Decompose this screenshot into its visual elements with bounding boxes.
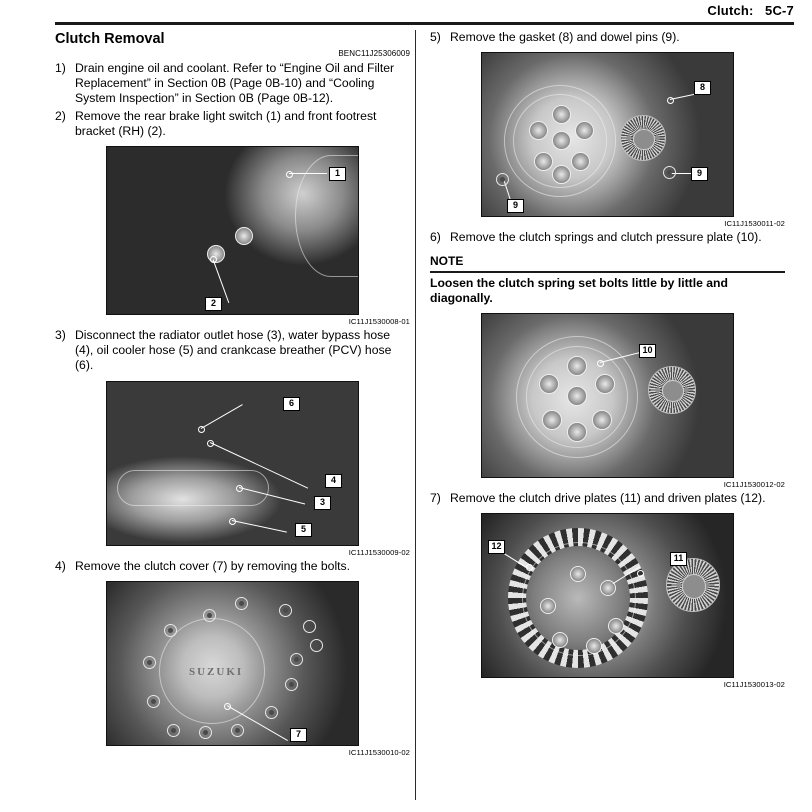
step-number: 7) [430,491,441,506]
callout-9: 9 [507,199,524,213]
photo-shape [117,470,269,506]
callout-anchor [210,256,217,263]
step-text: Remove the clutch cover (7) by removing the bolts. [75,558,351,573]
step-number: 1) [55,61,66,75]
gear-shape [648,366,696,414]
bolt-ring [199,726,212,739]
callout-4: 4 [325,474,342,488]
pressure-plate-photo [481,313,734,478]
plate-outline [522,542,636,656]
bolt-ring [164,624,177,637]
callout-anchor [207,440,214,447]
engine-logo-text: SUZUKI [189,665,244,678]
step-text: Remove the clutch drive plates (11) and driven plates (12). [450,491,766,506]
callout-6: 6 [283,397,300,411]
step-number: 5) [430,30,441,44]
step-number: 6) [430,230,441,245]
callout-9: 9 [691,167,708,181]
step-item [55,109,410,139]
figure-caption: IC11J1530011-02 [724,219,785,229]
bolt-ring [285,678,298,691]
gear-shape [620,115,666,161]
bolt-ring [265,706,278,719]
bolt-ring [147,695,160,708]
bolt-ring [203,609,216,622]
callout-10: 10 [639,344,656,358]
step-number: 3) [55,328,66,343]
callout-anchor [286,171,293,178]
figure-caption: IC11J1530009-02 [348,547,410,557]
step-item [55,328,410,374]
footrest-bracket-photo [106,146,359,315]
reference-code: BENC11J25306009 [338,49,410,58]
callout-2: 2 [205,297,222,311]
figure-caption: IC11J1530008-01 [348,317,410,327]
callout-anchor [198,426,205,433]
callout-1: 1 [329,167,346,181]
step-item [430,491,785,506]
bolt-ring [235,597,248,610]
step-item [55,559,410,574]
page-header [0,0,812,26]
note-block [430,253,785,306]
step-number: 4) [55,558,66,573]
callout-3: 3 [314,496,331,510]
left-column [55,30,410,759]
hoses-photo [106,381,359,546]
callout-12: 12 [488,540,505,554]
figure-caption: IC11J1530012-02 [723,480,785,490]
step-item [430,230,785,245]
step-number: 2) [55,108,66,123]
callout-anchor [224,703,231,710]
step-text: Remove the rear brake light switch (1) and front footrest bracket (RH) (2). [75,108,377,138]
step-text: Disconnect the radiator outlet hose (3), water bypass hose (4), oil cooler hose (5) and crankcase breather (PCV) hose (6). [75,328,392,373]
bolt-marker [235,227,253,245]
figure-caption: IC11J1530010-02 [348,747,410,757]
column-divider [415,30,416,800]
callout-anchor [236,485,243,492]
drive-driven-plates-photo [481,513,734,678]
leader-line [289,173,327,174]
figure-gasket-dowel-pins [430,52,785,228]
step-item [430,30,785,45]
callout-11: 11 [670,552,687,566]
callout-anchor [229,518,236,525]
step-text: Remove the gasket (8) and dowel pins (9). [450,30,680,44]
callout-7: 7 [290,728,307,742]
page-title: Clutch Removal [55,31,165,47]
step-item [55,61,410,107]
figure-caption: IC11J1530013-02 [723,680,785,690]
step-text: Remove the clutch springs and clutch pressure plate (10). [450,230,762,245]
figure-clutch-cover [55,581,410,757]
figure-pressure-plate [430,313,785,489]
gasket-dowel-pins-photo [481,52,734,217]
figure-drive-driven-plates [430,513,785,689]
figure-footrest-bracket [55,146,410,326]
header-title: Clutch: 5C-7 [707,3,794,18]
bolt-ring [167,724,180,737]
right-column [430,30,785,691]
header-rule [55,22,794,25]
bolt-ring [279,604,292,617]
bolt-ring [310,639,323,652]
bolt-ring [290,653,303,666]
note-label: NOTE [430,254,464,269]
bolt-ring [231,724,244,737]
bolt-ring [303,620,316,633]
bolt-ring [143,656,156,669]
callout-5: 5 [295,523,312,537]
callout-8: 8 [694,81,711,95]
note-body: Loosen the clutch spring set bolts little by little and diagonally. [430,275,728,305]
figure-hoses [55,381,410,557]
clutch-cover-photo [106,581,359,746]
step-text: Drain engine oil and coolant. Refer to “Engine Oil and Filter Replacement” in Section 0B (Page 0B-10) and “Cooling System Inspection” in Section 0B (Page 0B-12). [75,61,395,106]
